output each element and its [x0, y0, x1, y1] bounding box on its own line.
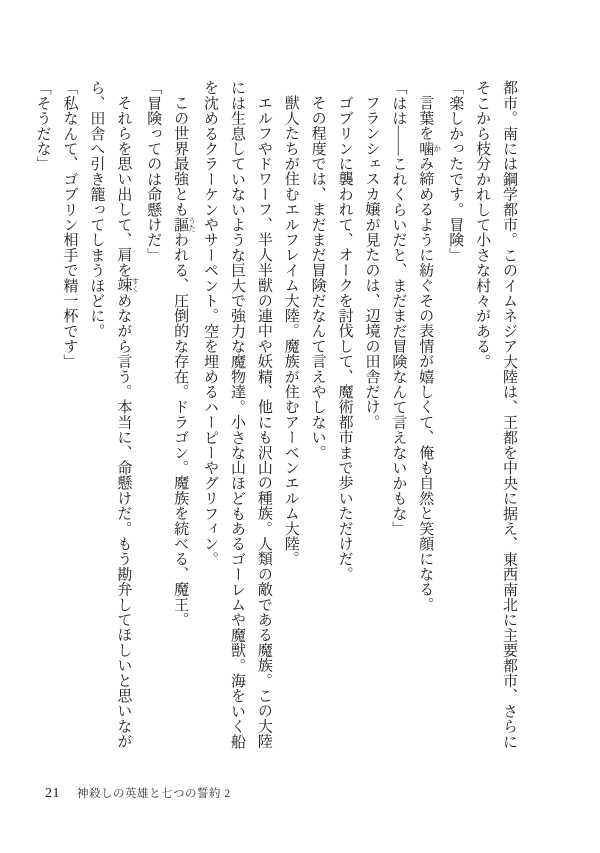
text-line: 「そうだな」 — [34, 80, 51, 172]
page-footer — [45, 785, 231, 802]
text-line: この世界最強とも謳 うたわれる、圧倒的な存在。ドラゴン。魔族を統べる、魔王。 — [172, 95, 197, 628]
furigana: すく — [130, 277, 140, 293]
text-line: そこから枝分かれして小さな村々がある。 — [474, 80, 491, 369]
text-line: それらを思い出して、肩を竦 すくめながら言う。本当に、命懸けだ。もう勘弁してほしいと思いなが — [115, 95, 140, 749]
text-line: 「楽しかったです。冒険」 — [447, 80, 464, 263]
ruby-annotated-kanji: 噛 か — [417, 140, 442, 156]
text-line: 「私なんて、ゴブリン相手で精一杯です」 — [61, 80, 78, 369]
ruby-annotated-kanji: 謳 うた — [172, 216, 197, 232]
text-line: 都市。南には鋼学都市。このイムネジア大陸は、王都を中央に据え、東西南北に主要都市、さらに — [501, 80, 517, 749]
text-line: ゴブリンに襲われて、オークを討伐して、魔術都市まで歩いただけだ。 — [336, 95, 353, 582]
text-line: フランシェスカ嬢が見たのは、辺境の田舎だけ。 — [363, 95, 380, 430]
page-number: 21 — [45, 786, 60, 801]
text-line: 「はは――これくらいだと、まだまだ冒険なんて言えないかもな」 — [390, 80, 407, 536]
text-line: その程度では、まだまだ冒険だなんて言えやしない。 — [309, 95, 326, 460]
text-line: 言葉を噛 かみ締めるように紡ぐその表情が嬉しくて、俺も自然と笑顔になる。 — [417, 95, 442, 612]
vertical-text-block — [36, 80, 522, 758]
text-line: には生息していないような巨大で強力な魔物達。小さな山ほどもあるゴーレムや魔獣。海をいく船 — [228, 80, 245, 749]
furigana: か — [432, 140, 442, 156]
text-line: 獣人たちが住むエルフレイム大陸。魔族が住むアーベンエルム大陸。 — [282, 95, 299, 567]
running-title: 神殺しの英雄と七つの誓約 2 — [77, 788, 231, 800]
ruby-annotated-kanji: 竦 すく — [115, 277, 140, 293]
text-line: ら、田舎へ引き籠ってしまうほどに。 — [88, 80, 105, 339]
text-line: エルフやドワーフ、半人半獣の連中や妖精、他にも沢山の種族。人類の敵である魔族。この大陸 — [255, 95, 272, 749]
text-line: 「冒険ってのは命懸けだ」 — [145, 80, 162, 263]
furigana: うた — [187, 216, 197, 232]
text-line: を沈めるクラーケンやサーペント。空を埋めるハーピーやグリフィン。 — [202, 80, 219, 567]
